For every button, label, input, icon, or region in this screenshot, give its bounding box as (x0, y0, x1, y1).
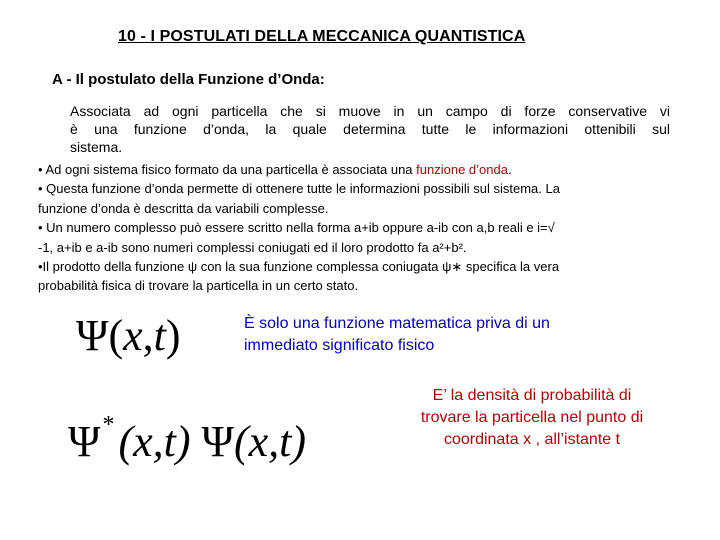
intro-paragraph (70, 102, 670, 156)
bullet-continuation: probabilità fisica di trovare la particella in un certo stato. (38, 278, 359, 294)
bullet-item: • Un numero complesso può essere scritto nella forma a+ib oppure a-ib con a,b reali e i=√ (38, 220, 555, 236)
probability-density-formula (68, 390, 306, 477)
density-note (382, 385, 682, 451)
comma: , (142, 311, 154, 360)
intro-line: Associata ad ogni particella che si muove in un campo di forze conservative vi (70, 103, 670, 119)
paren-open: ( (108, 311, 124, 360)
var-x: x (123, 311, 143, 360)
density-note-line: coordinata x , all’istante t (443, 431, 621, 448)
psi-symbol: Ψ (201, 417, 234, 466)
intro-line: sistema. (70, 139, 123, 155)
highlighted-term: funzione d’onda (416, 162, 508, 177)
bullet-continuation: funzione d’onda è descritta da variabili complesse. (38, 200, 329, 216)
bullet-item: • Questa funzione d’onda permette di ottenere tutte le informazioni possibili sul sistema. La (38, 181, 560, 197)
page-title: 10 - I POSTULATI DELLA MECCANICA QUANTISTICA (118, 28, 526, 45)
meaning-note: È solo una funzione matematica priva di un immediato significato fisico (244, 315, 550, 354)
args: (x,t) (118, 417, 191, 466)
bullet-item: •Il prodotto della funzione ψ con la sua funzione complessa coniugata ψ∗ specifica la vera (38, 259, 560, 275)
args: (x,t) (234, 417, 307, 466)
bullet-continuation: -1, a+ib e a-ib sono numeri complessi coniugati ed il loro prodotto fa a²+b². (38, 239, 467, 255)
intro-line: è una funzione d’onda, la quale determina tutte le informazioni ottenibili sul (70, 121, 670, 137)
bullet-text: • Ad ogni sistema fisico formato da una particella è associata una (38, 162, 417, 177)
var-t: t (153, 311, 166, 360)
psi-conjugate-symbol: Ψ (68, 417, 101, 466)
density-note-line: E’ la densità di probabilità di (432, 387, 632, 404)
bullet-text: . (507, 162, 512, 177)
conjugate-star: * (102, 412, 115, 438)
density-note-line: trovare la particella nel punto di (420, 409, 644, 426)
psi-symbol: Ψ (76, 311, 109, 360)
section-heading: A - Il postulato della Funzione d’Onda: (52, 71, 325, 88)
bullet-list (38, 160, 683, 296)
paren-close: ) (165, 311, 181, 360)
bullet-item (38, 160, 683, 179)
wavefunction-formula (76, 306, 181, 366)
